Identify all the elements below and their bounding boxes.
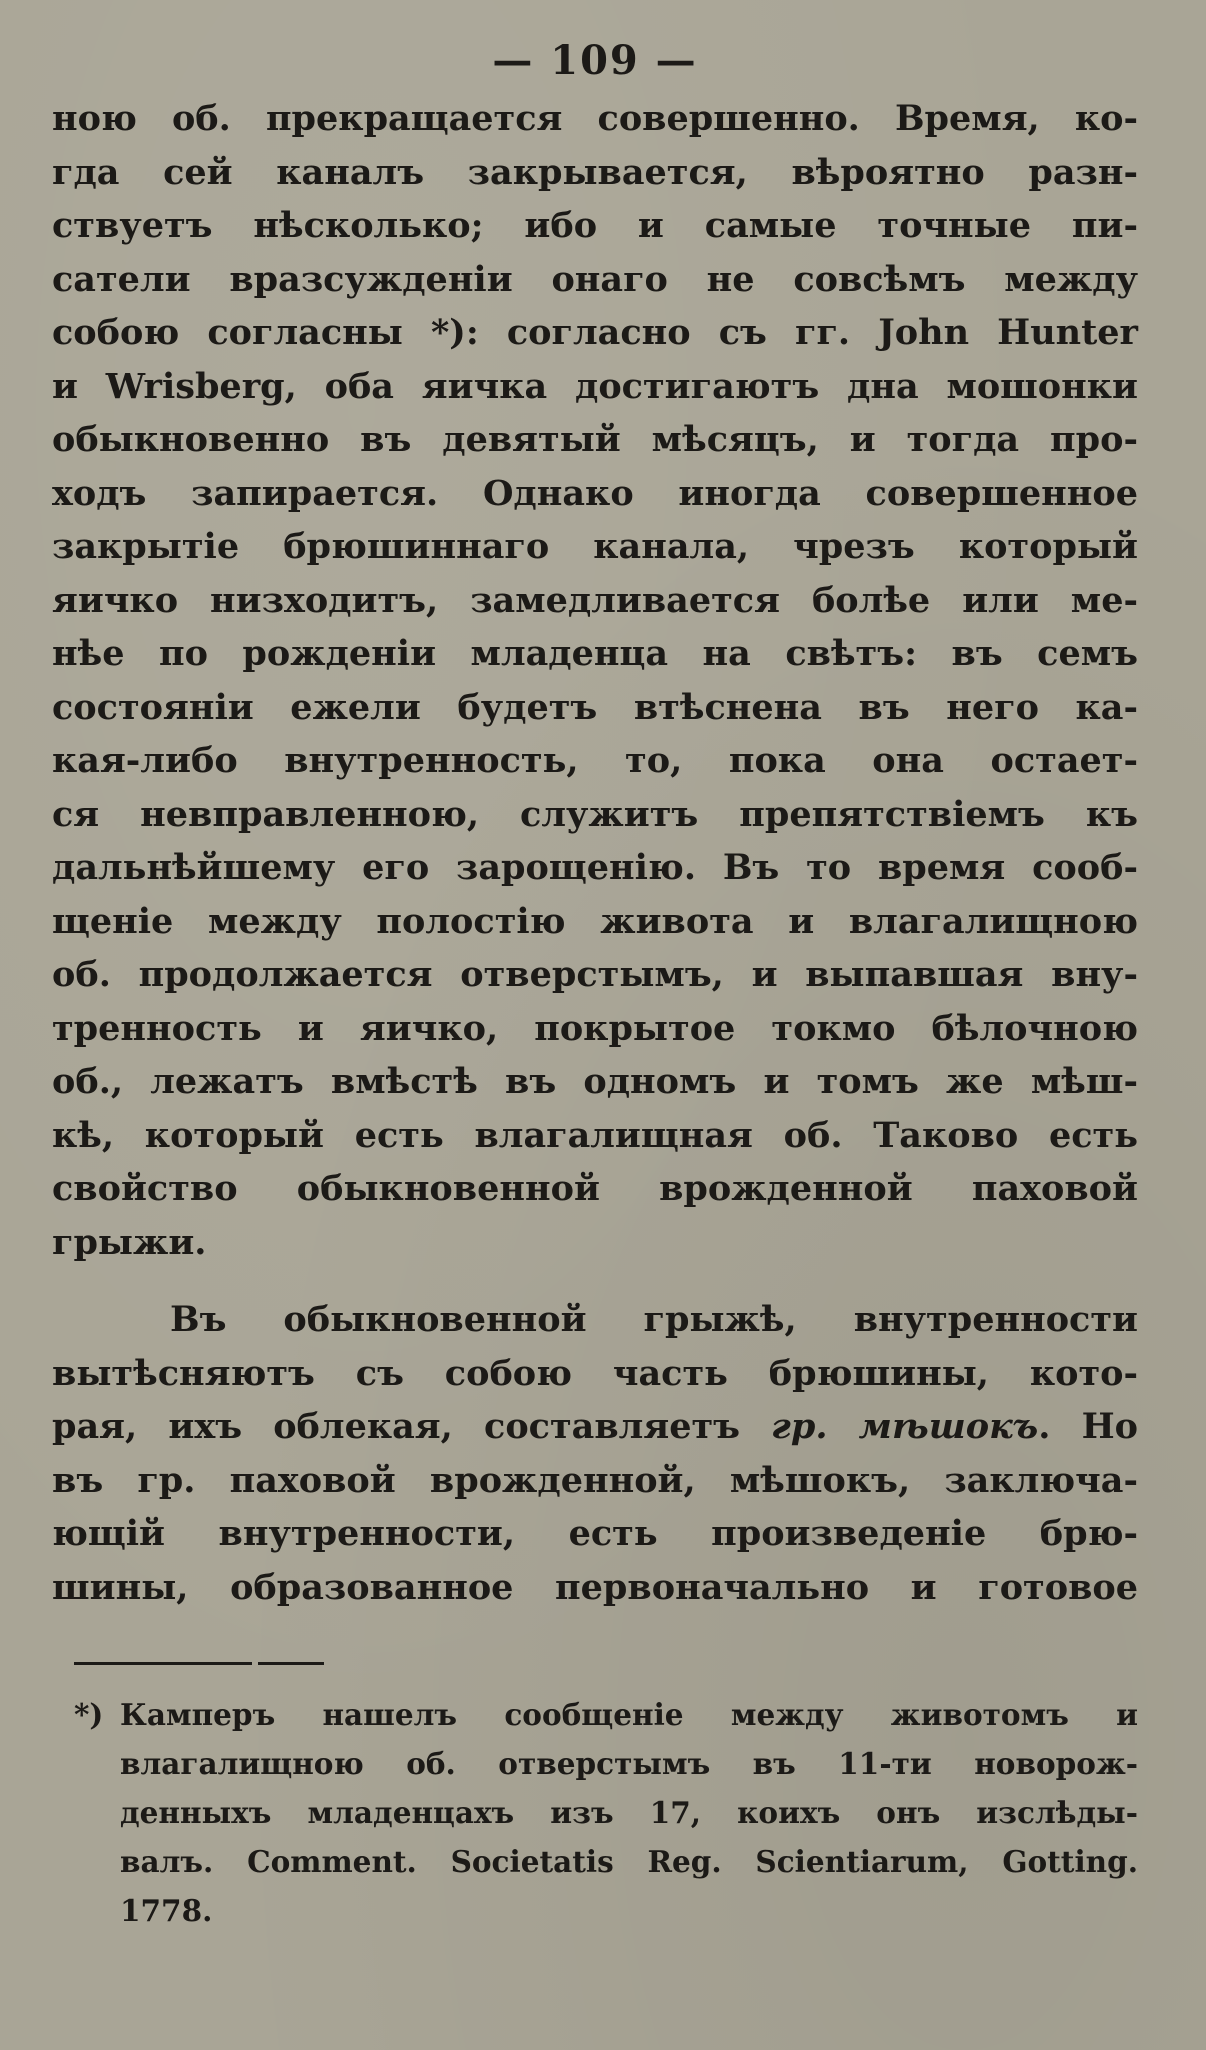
paragraph-1	[52, 92, 1138, 1269]
body-text	[52, 92, 1138, 1614]
text-line: нѣе по рожденiи младенца на свѣтъ: въ семъ	[52, 633, 1138, 674]
text-line: тренность и яичко, покрытое токмо бѣлочною	[52, 1007, 1138, 1049]
footnote-line: влагалищною об. отверстымъ въ 11-ти новорож-	[120, 1746, 1138, 1781]
text-line: грыжи.	[52, 1221, 207, 1263]
page-number: — 109 —	[492, 37, 698, 84]
text-line: ходъ запирается. Однако иногда совершенное	[52, 472, 1138, 514]
text-line-with-italic	[52, 1400, 1138, 1454]
text-segment: . Но	[1038, 1406, 1138, 1447]
text-line: свойство обыкновенной врожденной паховой	[52, 1168, 1138, 1209]
footnote-separator-rule	[74, 1662, 1138, 1664]
text-line: въ гр. паховой врожденной, мѣшокъ, заключа-	[52, 1459, 1138, 1501]
footnote-line: валъ. Comment. Societatis Reg. Scientiarum, Gotting.	[120, 1844, 1138, 1879]
text-line: кая-либо внутренность, то, пока она остает-	[52, 740, 1138, 781]
text-line: обыкновенно въ девятый мѣсяцъ, и тогда про-	[52, 419, 1138, 460]
text-line: состоянiи ежели будетъ втѣснена въ него ка-	[52, 686, 1138, 728]
rule-segment	[74, 1662, 252, 1665]
text-line: об., лежатъ вмѣстѣ въ одномъ и томъ же мѣш-	[52, 1061, 1138, 1102]
text-line: ною об. прекращается совершенно. Время, ко-	[52, 98, 1138, 139]
italic-term: гр. мѣшокъ	[771, 1406, 1039, 1447]
paragraph-2	[52, 1293, 1138, 1614]
text-line: ющiй внутренности, есть произведенiе брю-	[52, 1513, 1138, 1554]
text-line: сатели вразсужденiи онаго не совсѣмъ между	[52, 258, 1138, 300]
text-line: вытѣсняютъ съ собою часть брюшины, кото-	[52, 1352, 1138, 1394]
footnote-marker: *)	[74, 1697, 104, 1732]
text-line: яичко низходитъ, замедливается болѣе или ме-	[52, 579, 1138, 621]
rule-segment	[258, 1662, 324, 1665]
text-line: шины, образованное первоначально и готовое	[52, 1566, 1138, 1608]
text-line: собою согласны *): согласно съ гг. John Hunter	[52, 312, 1138, 353]
footnote-line: 1778.	[120, 1893, 213, 1928]
footnote-text: Камперъ нашелъ сообщенiе между животомъ и	[120, 1697, 1138, 1732]
text-line: Въ обыкновенной грыжѣ, внутренности	[170, 1299, 1138, 1340]
text-line: щенiе между полостiю живота и влагалищною	[52, 900, 1138, 942]
text-line: кѣ, который есть влагалищная об. Таково есть	[52, 1114, 1138, 1156]
text-line: гда сей каналъ закрывается, вѣроятно разн-	[52, 151, 1138, 193]
text-line: ся невправленною, служитъ препятствiемъ къ	[52, 793, 1138, 835]
text-line: ствуетъ нѣсколько; ибо и самые точные пи-	[52, 205, 1138, 246]
footnote-line	[74, 1690, 1138, 1739]
text-line: закрытiе брюшиннаго канала, чрезъ который	[52, 526, 1138, 567]
text-segment: рая, ихъ облекая, составляетъ	[52, 1406, 772, 1447]
footnote	[52, 1690, 1138, 1935]
text-line: об. продолжается отверстымъ, и выпавшая вну-	[52, 954, 1138, 995]
text-line: дальнѣйшему его зарощенiю. Въ то время сооб-	[52, 847, 1138, 888]
paragraph-gap	[52, 1269, 1138, 1293]
text-line: и Wrisberg, оба яичка достигаютъ дна мошонки	[52, 365, 1138, 407]
footnote-line: денныхъ младенцахъ изъ 17, коихъ онъ изслѣды-	[120, 1795, 1138, 1830]
